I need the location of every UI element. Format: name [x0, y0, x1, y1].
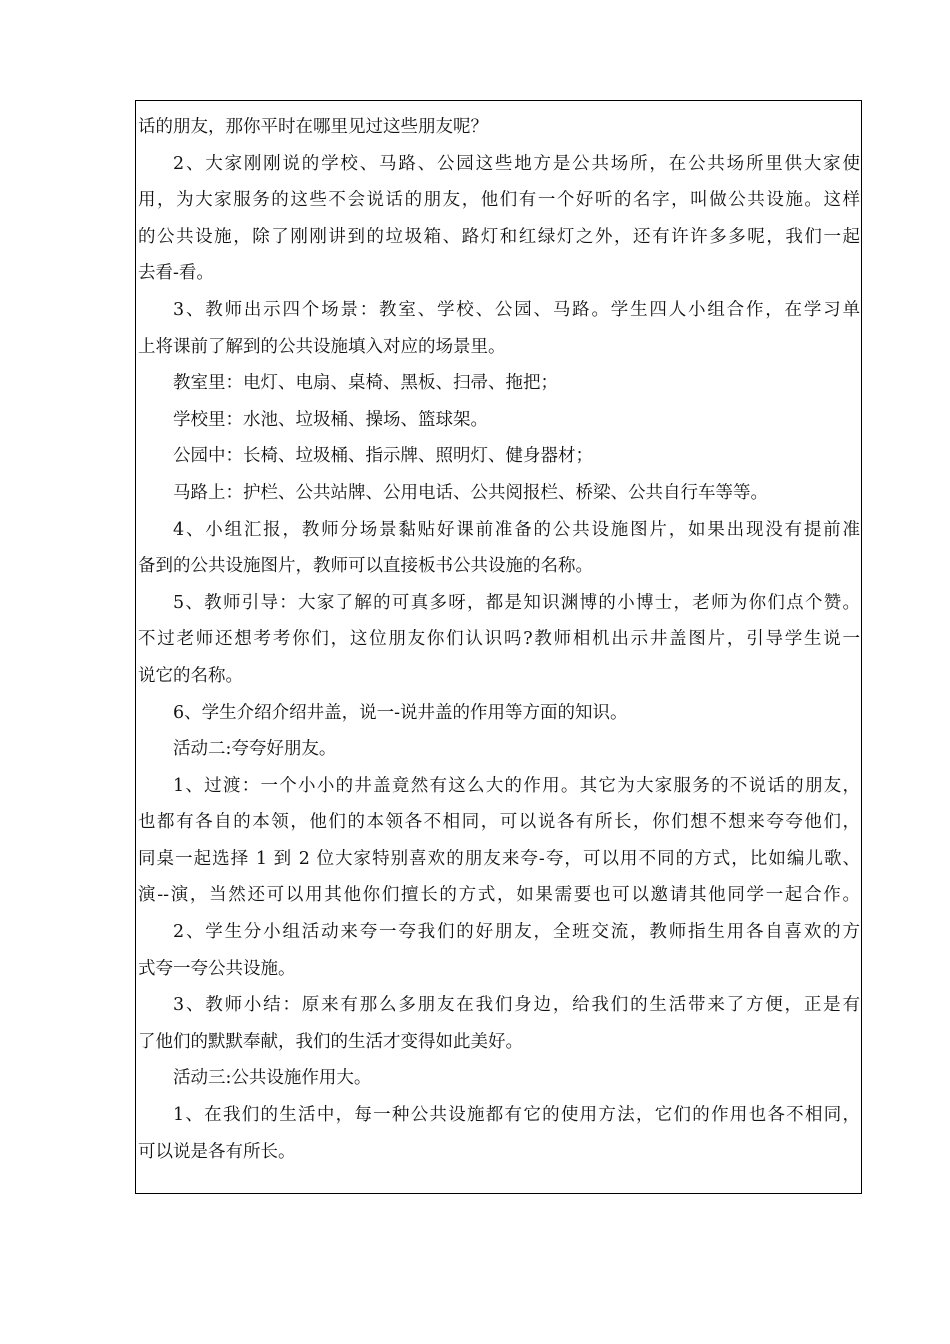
text-line: 的公共设施，除了刚刚讲到的垃圾箱、路灯和红绿灯之外，还有许许多多呢，我们一起	[138, 226, 860, 247]
section-heading: 活动三:公共设施作用大。	[173, 1068, 372, 1089]
text-line: 不过老师还想考考你们，这位朋友你们认识吗?教师相机出示井盖图片，引导学生说一	[138, 629, 860, 650]
text-line: 6、学生介绍介绍井盖，说一-说井盖的作用等方面的知识。	[173, 702, 628, 723]
text-line: 说它的名称。	[138, 665, 243, 686]
text-line: 式夸一夸公共设施。	[138, 958, 296, 979]
text-line: 2、大家刚刚说的学校、马路、公园这些地方是公共场所，在公共场所里供大家使	[173, 153, 860, 174]
text-line: 3、教师小结：原来有那么多朋友在我们身边，给我们的生活带来了方便，正是有	[173, 995, 860, 1016]
text-line: 也都有各自的本领，他们的本领各不相同，可以说各有所长，你们想不想来夸夸他们，	[138, 812, 860, 833]
text-line: 话的朋友，那你平时在哪里见过这些朋友呢？	[138, 117, 488, 137]
text-line: 了他们的默默奉献，我们的生活才变得如此美好。	[138, 1031, 523, 1052]
text-line: 1、在我们的生活中，每一种公共设施都有它的使用方法，它们的作用也各不相同，	[173, 1105, 860, 1126]
text-line: 演--演，当然还可以用其他你们擅长的方式，如果需要也可以邀请其他同学一起合作。	[138, 885, 860, 906]
text-line: 去看-看。	[138, 263, 214, 284]
lesson-text-body	[138, 109, 860, 1170]
text-line: 3、教师出示四个场景：教室、学校、公园、马路。学生四人小组合作，在学习单	[173, 299, 860, 320]
text-line: 学校里：水池、垃圾桶、操场、篮球架。	[173, 409, 488, 430]
section-heading: 活动二:夸夸好朋友。	[173, 739, 337, 760]
text-line: 4、小组汇报，教师分场景黏贴好课前准备的公共设施图片，如果出现没有提前准	[173, 519, 860, 540]
text-line: 教室里：电灯、电扇、桌椅、黑板、扫帚、拖把；	[173, 373, 558, 394]
text-line: 可以说是各有所长。	[138, 1141, 296, 1162]
text-line: 1、过渡：一个小小的井盖竟然有这么大的作用。其它为大家服务的不说话的朋友，	[173, 775, 860, 796]
table-cell-frame	[135, 100, 862, 1194]
text-line: 上将课前了解到的公共设施填入对应的场景里。	[138, 336, 506, 357]
text-line: 备到的公共设施图片，教师可以直接板书公共设施的名称。	[138, 556, 593, 577]
text-line: 公园中：长椅、垃圾桶、指示牌、照明灯、健身器材；	[173, 446, 593, 467]
text-line: 同桌一起选择 1 到 2 位大家特别喜欢的朋友来夸-夸，可以用不同的方式，比如编儿歌、	[138, 848, 860, 869]
text-line: 马路上：护栏、公共站牌、公用电话、公共阅报栏、桥梁、公共自行车等等。	[173, 482, 768, 503]
text-line: 用，为大家服务的这些不会说话的朋友，他们有一个好听的名字，叫做公共设施。这样	[138, 190, 860, 211]
text-line: 5、教师引导：大家了解的可真多呀，都是知识渊博的小博士，老师为你们点个赞。	[173, 592, 860, 613]
text-line: 2、学生分小组活动来夸一夸我们的好朋友，全班交流，教师指生用各自喜欢的方	[173, 922, 860, 943]
